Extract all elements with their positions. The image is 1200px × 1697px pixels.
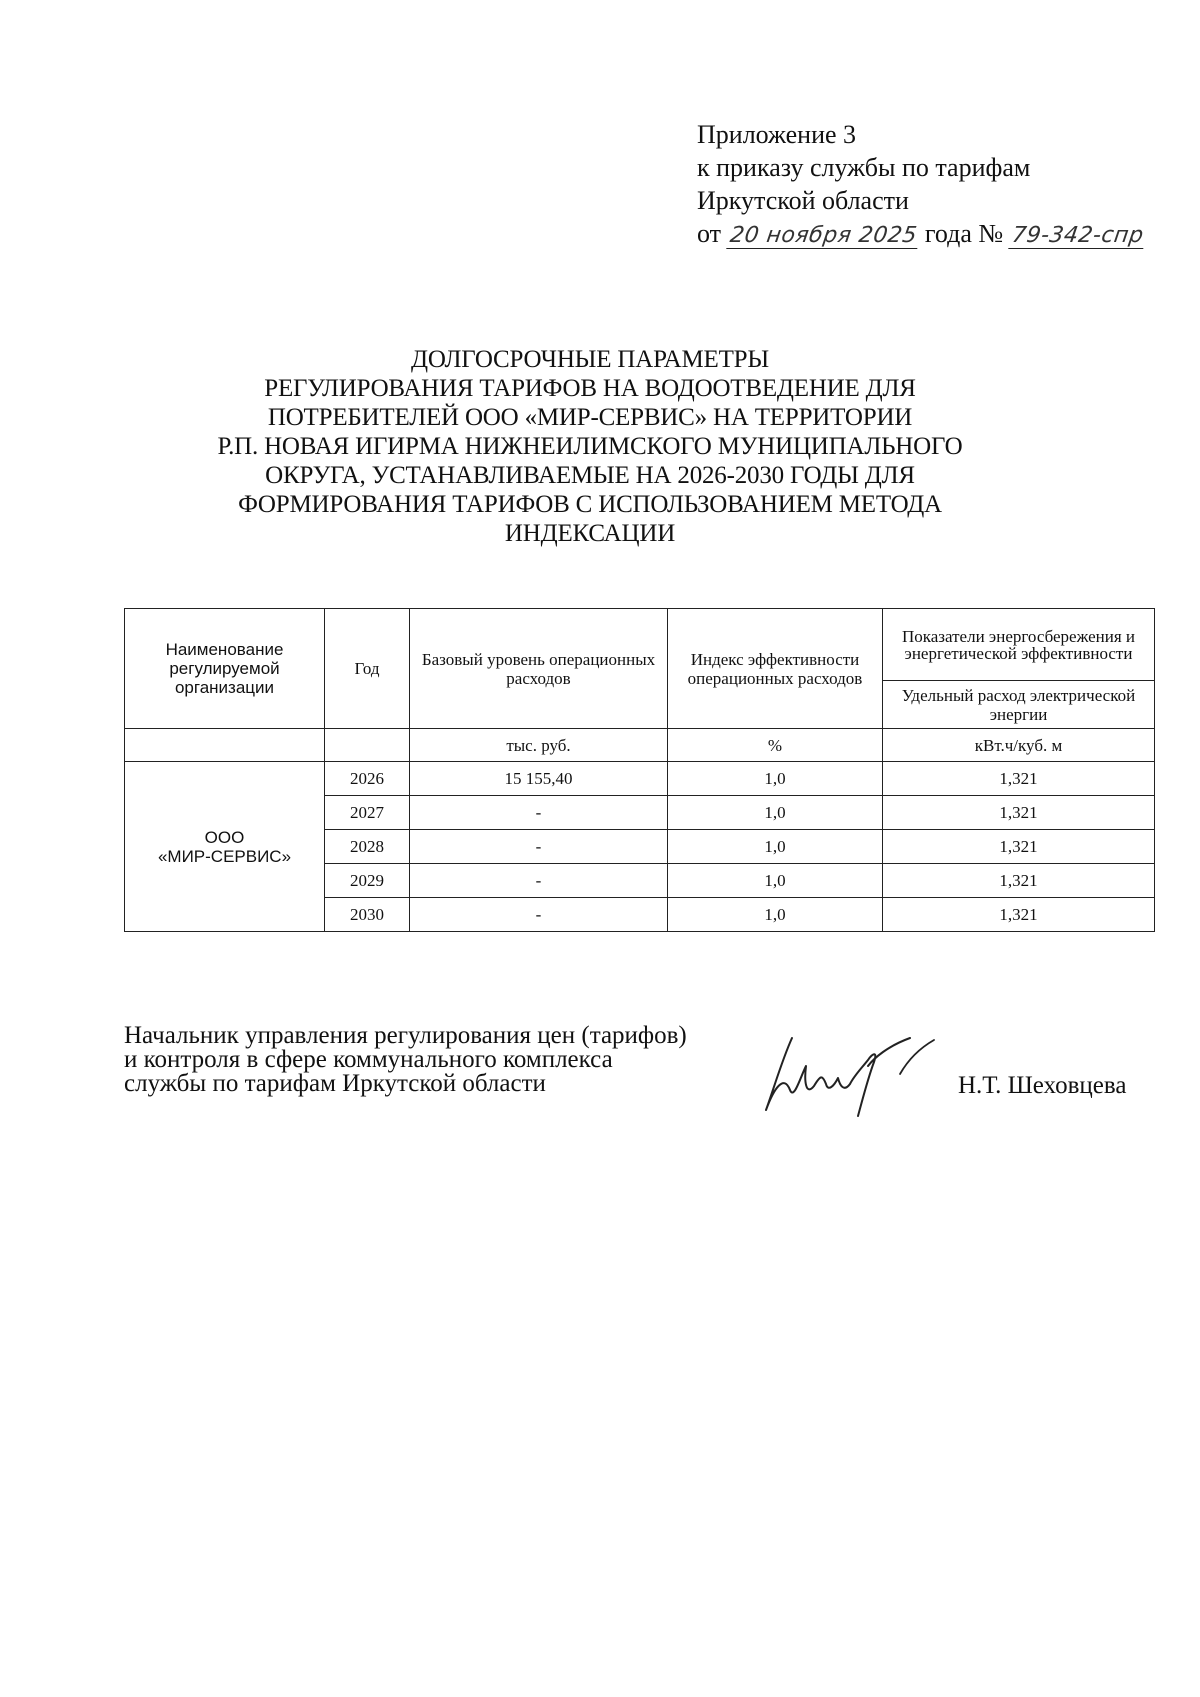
cell-year: 2029 xyxy=(325,864,410,898)
unit-empty xyxy=(125,729,325,762)
document-title xyxy=(150,345,1030,548)
header-base-level: Базовый уровень операционных расходов xyxy=(410,609,668,729)
title-line: Р.П. НОВАЯ ИГИРМА НИЖНЕИЛИМСКОГО МУНИЦИПАЛЬНОГО xyxy=(217,433,963,460)
unit-base-level: тыс. руб. xyxy=(410,729,668,762)
cell-year: 2026 xyxy=(325,762,410,796)
header-year: Год xyxy=(325,609,410,729)
signer-name: Н.Т. Шеховцева xyxy=(958,1072,1127,1099)
title-line: ФОРМИРОВАНИЯ ТАРИФОВ С ИСПОЛЬЗОВАНИЕМ МЕТОДА xyxy=(238,491,942,518)
org-line: ООО xyxy=(204,827,245,847)
unit-efficiency-index: % xyxy=(668,729,883,762)
handwritten-order-number: 79-342-спр xyxy=(1008,224,1147,249)
position-line: Начальник управления регулирования цен (тарифов) xyxy=(124,1022,687,1049)
unit-electricity-use: кВт.ч/куб. м xyxy=(883,729,1155,762)
header-electricity-use: Удельный расход электрической энергии xyxy=(883,681,1155,729)
appendix-number: Приложение 3 xyxy=(697,120,857,149)
table-units-row xyxy=(125,729,1155,762)
header-org-name: Наименование регулируемой организации xyxy=(125,609,325,729)
cell-electricity-use: 1,321 xyxy=(883,898,1155,932)
year-word: года № xyxy=(924,219,1004,248)
cell-year: 2027 xyxy=(325,796,410,830)
cell-year: 2028 xyxy=(325,830,410,864)
org-line: «МИР-СЕРВИС» xyxy=(157,846,292,866)
cell-base-level: - xyxy=(410,796,668,830)
position-line: и контроля в сфере коммунального комплекса xyxy=(124,1046,613,1073)
cell-efficiency-index: 1,0 xyxy=(668,762,883,796)
signatory-position xyxy=(124,1024,687,1096)
cell-year: 2030 xyxy=(325,898,410,932)
title-line: ДОЛГОСРОЧНЫЕ ПАРАМЕТРЫ xyxy=(411,346,769,373)
appendix-date-line xyxy=(697,217,1177,250)
from-prefix: от xyxy=(697,219,722,248)
cell-electricity-use: 1,321 xyxy=(883,830,1155,864)
table-row xyxy=(125,762,1155,796)
cell-efficiency-index: 1,0 xyxy=(668,898,883,932)
handwritten-date: 20 ноября 2025 xyxy=(726,224,920,249)
position-line: службы по тарифам Иркутской области xyxy=(124,1070,546,1097)
title-line: ИНДЕКСАЦИИ xyxy=(504,520,676,547)
cell-base-level: - xyxy=(410,830,668,864)
header-energy-group: Показатели энергосбережения и энергетической эффективности xyxy=(883,609,1155,681)
cell-efficiency-index: 1,0 xyxy=(668,830,883,864)
cell-base-level: 15 155,40 xyxy=(410,762,668,796)
handwritten-signature-icon xyxy=(760,1030,950,1120)
title-line: ОКРУГА, УСТАНАВЛИВАЕМЫЕ НА 2026-2030 ГОДЫ ДЛЯ xyxy=(265,462,915,489)
appendix-header xyxy=(697,118,1177,250)
cell-electricity-use: 1,321 xyxy=(883,796,1155,830)
cell-efficiency-index: 1,0 xyxy=(668,864,883,898)
unit-empty xyxy=(325,729,410,762)
title-line: ПОТРЕБИТЕЛЕЙ ООО «МИР-СЕРВИС» НА ТЕРРИТОРИИ xyxy=(267,404,913,431)
cell-electricity-use: 1,321 xyxy=(883,762,1155,796)
parameters-table xyxy=(124,608,1155,932)
title-line: РЕГУЛИРОВАНИЯ ТАРИФОВ НА ВОДООТВЕДЕНИЕ ДЛЯ xyxy=(264,375,916,402)
cell-base-level: - xyxy=(410,864,668,898)
org-name-cell xyxy=(125,762,325,932)
header-efficiency-index: Индекс эффективности операционных расходов xyxy=(668,609,883,729)
table-header-row xyxy=(125,609,1155,681)
appendix-region: Иркутской области xyxy=(697,186,909,215)
cell-efficiency-index: 1,0 xyxy=(668,796,883,830)
cell-base-level: - xyxy=(410,898,668,932)
cell-electricity-use: 1,321 xyxy=(883,864,1155,898)
appendix-order-ref: к приказу службы по тарифам xyxy=(697,153,1031,182)
